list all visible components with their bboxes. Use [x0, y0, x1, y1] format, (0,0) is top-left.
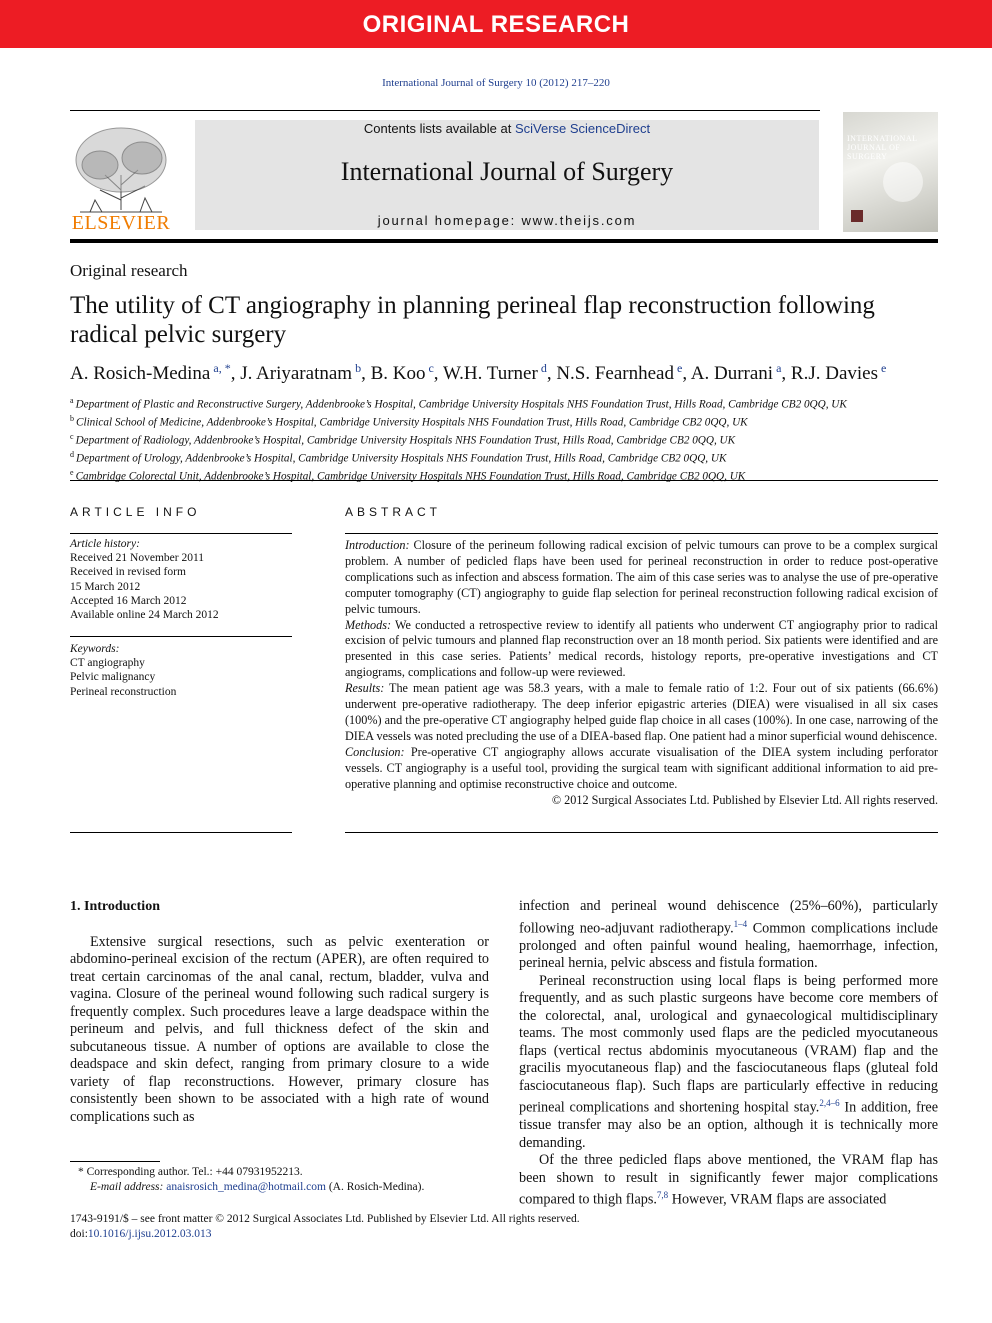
intro-paragraph-1-cont: infection and perineal wound dehiscence (25%–60%), particularly following neo-adjuvant radiotherapy.$^{1-4}$ Common complications include prolonged and often painful wound healing, haemorrhage, infection, perineal hernia, pelvic abscess and fistula formation.: [519, 898, 938, 972]
journal-cover-image: [843, 112, 938, 232]
author-3-affil-link[interactable]: c: [428, 361, 434, 375]
original-research-banner: ORIGINAL RESEARCH: [0, 0, 992, 48]
contents-line: [195, 121, 819, 136]
doi-link[interactable]: 10.1016/j.ijsu.2012.03.013: [87, 1228, 212, 1240]
sciencedirect-link[interactable]: SciVerse ScienceDirect: [514, 121, 651, 136]
author-list: [70, 361, 950, 385]
article-history: [70, 537, 292, 622]
author-2-affil-link[interactable]: b: [355, 361, 362, 375]
journal-homepage[interactable]: journal homepage: www.theijs.com: [377, 213, 637, 228]
reference-link[interactable]: 7,8: [656, 1190, 669, 1201]
author-4: W.H. Turner $^d$,: [442, 361, 557, 384]
cover-title: INTERNATIONAL JOURNAL OF SURGERY: [847, 134, 918, 161]
article-info-bottom-rule: [70, 832, 292, 833]
cover-emblem-icon: [843, 112, 938, 232]
abstract-section: Results: The mean patient age was 58.3 years, with a male to female ratio of 1:2. Four out of six patients (66.6%) underwent pre-operative radiotherapy. The deep inferior epigastric arteries (DIEA) were visualised in all six cases (100%) and the pre-operative CT angiography helped guide flap choice in all cases (100%). In one case, narrowing of the DIEA vessels was noted precluding the use of a DIEA-based flap. One patient had a minor superficial wound dehiscence.: [345, 681, 938, 743]
history-item: Received in revised form: [70, 566, 186, 579]
abstract-heading: ABSTRACT: [345, 505, 442, 519]
email-link[interactable]: anaisrosich_medina@hotmail.com: [166, 1181, 326, 1193]
affiliation-item: $^a$ Department of Plastic and Reconstructive Surgery, Addenbrooke’s Hospital, Cambridge University Hospitals NHS Foundation Trust, Hills Road, Cambridge CB2 0QQ, UK: [70, 396, 847, 411]
article-info-rule: [70, 533, 292, 534]
corresponding-author-footnote: * Corresponding author. Tel.: +44 07931952213. E-mail address: anaisrosich_medina@hotmail.com (A. Rosich-Medina).: [78, 1166, 425, 1193]
journal-masthead: [195, 120, 819, 230]
intro-paragraph-1: Extensive surgical resections, such as pelvic exenteration or abdomino-perineal excision of the rectum (APER), are often required to treat certain carcinomas of the anal canal, rectum, bladder, vulva and vagina. Closure of the perineal wound following such radical surgery is frequently complex. Such procedures leave a large deadspace within the perineum and pelvis, and full thickness defect of the skin and subcutaneous tissue. A number of options are available to close the deadspace and skin defect, ranging from primary closure to a wide variety of flap reconstructions. However, primary closure has consistently been shown to be associated with a high rate of wound complications such as: [70, 933, 489, 1125]
keyword-item: Perineal reconstruction: [70, 685, 177, 698]
keywords-label: Keywords:: [70, 643, 120, 655]
author-2: J. Ariyaratnam $^b$,: [240, 361, 371, 384]
keyword-item: Pelvic malignancy: [70, 671, 156, 684]
affiliation-item: $^e$ Cambridge Colorectal Unit, Addenbrooke’s Hospital, Cambridge University Hospitals NHS Foundation Trust, Hills Road, Cambridge CB2 0QQ, UK: [70, 467, 746, 483]
author-7-affil-link[interactable]: e: [880, 361, 887, 375]
author-1: A. Rosich-Medina $^{a, *}$,: [70, 361, 241, 384]
history-item: Available online 24 March 2012: [70, 609, 219, 622]
history-label: Article history:: [70, 538, 140, 550]
front-matter-rule: [70, 480, 938, 481]
intro-paragraph-2: Perineal reconstruction using local flaps is being performed more frequently, and as such plastic surgeons have become core members of the colorectal, anal, urological and gynaecological multidisciplinary teams. The most commonly used flaps are the pedicled myocutaneous flaps (vertical rectus abdominis myocutaneous (VRAM) flap and the gracilis myocutaneous flap) and the fasciocutaneous flaps (gluteal fold fasciocutaneous flap). Such flaps are particularly effective in reducing perineal complications and shortening hospital stay.$^{2,4-6}$ In addition, free tissue transfer may also be an option, although it is technically more demanding.: [519, 972, 939, 1151]
abstract-bottom-rule: [345, 832, 938, 833]
abstract-rule: [345, 533, 938, 534]
author-6: A. Durrani $^a$,: [690, 361, 791, 384]
keywords: [70, 642, 292, 699]
keywords-rule: [70, 636, 292, 637]
intro-paragraph-3: Of the three pedicled flaps above mentioned, the VRAM flap has been shown to result in significantly fewer major complications compared to thigh flaps.$^{7,8}$ However, VRAM flaps are associated: [519, 1152, 938, 1209]
history-item: Received 21 November 2011: [70, 552, 205, 565]
article-info-heading: ARTICLE INFO: [70, 505, 201, 519]
issn-line: 1743-9191/$ – see front matter © 2012 Surgical Associates Ltd. Published by Elsevier Ltd. All rights reserved.: [70, 1213, 580, 1225]
body-right-column: [519, 898, 938, 1210]
contents-prefix: Contents lists available at: [363, 121, 515, 136]
affiliation-list: [70, 394, 940, 484]
journal-title: International Journal of Surgery: [340, 157, 674, 186]
body-left-column: [70, 898, 489, 1126]
header-thick-rule: [70, 239, 938, 243]
header-rule: [70, 110, 820, 111]
abstract-section: Introduction: Closure of the perineum following radical excision of pelvic tumours can prove to be a complex surgical problem. A number of pedicled flaps have been used for perineal reconstruction in order to reduce post-operative complications such as infection and abscess formation. The aim of this case series was to analyse the use of pre-operative computer tomography (CT) angiography to guide flap selection for perineal reconstruction following radical excision of pelvic tumours.: [345, 538, 938, 616]
author-5-affil-link[interactable]: e: [676, 361, 683, 375]
affiliation-item: $^c$ Department of Radiology, Addenbrooke’s Hospital, Cambridge University Hospitals NHS Foundation Trust, Hills Road, Cambridge CB2 0QQ, UK: [70, 431, 736, 447]
intro-heading: 1. Introduction: [70, 899, 160, 914]
author-7: R.J. Davies $^e$: [790, 361, 887, 384]
author-3: B. Koo $^c$,: [370, 361, 443, 384]
author-6-affil-link[interactable]: a: [776, 361, 782, 375]
reference-link[interactable]: 1–4: [733, 918, 748, 929]
publisher-wordmark: ELSEVIER: [71, 212, 171, 234]
doi-line: doi:10.1016/j.ijsu.2012.03.013: [70, 1228, 212, 1240]
copyright: © 2012 Surgical Associates Ltd. Published by Elsevier Ltd. All rights reserved.: [551, 792, 938, 807]
abstract-section: Conclusion: Pre-operative CT angiography allows accurate visualisation of the DIEA system including perforator vessels. CT angiography is a useful tool, providing the surgical team with significant additional information to aid pre-operative planning and optimise reconstructive choice and outcome.: [345, 744, 938, 791]
reference-link[interactable]: 2,4–6: [819, 1098, 840, 1109]
abstract-section: Methods: We conducted a retrospective review to identify all patients who underwent CT angiography prior to radical excision of pelvic tumours and planned flap reconstruction over an 18 month period. Six patients were identified and are presented in this case series. Patients’ medical records, histology reports, pre-operative investigations and CT angiograms, complications and follow-up were reviewed.: [345, 617, 938, 680]
author-4-affil-link[interactable]: d: [540, 361, 547, 375]
history-item: Accepted 16 March 2012: [70, 594, 187, 607]
section-type: Original research: [70, 261, 188, 280]
affiliation-item: $^b$ Clinical School of Medicine, Addenbrooke’s Hospital, Cambridge University Hospitals NHS Foundation Trust, Hills Road, Cambridge CB2 0QQ, UK: [70, 413, 748, 429]
affiliation-item: $^d$ Department of Urology, Addenbrooke’s Hospital, Cambridge University Hospitals NHS Foundation Trust, Hills Road, Cambridge CB2 0QQ, UK: [70, 449, 727, 465]
keyword-item: CT angiography: [70, 657, 145, 670]
article-title: The utility of CT angiography in planning perineal flap reconstruction following radical pelvic surgery: [70, 292, 875, 348]
journal-citation-link[interactable]: International Journal of Surgery 10 (2012) 217–220: [382, 77, 610, 89]
footnote-rule: [70, 1161, 160, 1162]
abstract-body: [345, 538, 938, 808]
author-5: N.S. Fearnhead $^e$,: [556, 361, 691, 384]
author-1-affil-link[interactable]: a, *: [213, 361, 231, 375]
issn-doi-block: [70, 1212, 770, 1242]
history-item: 15 March 2012: [70, 580, 141, 593]
